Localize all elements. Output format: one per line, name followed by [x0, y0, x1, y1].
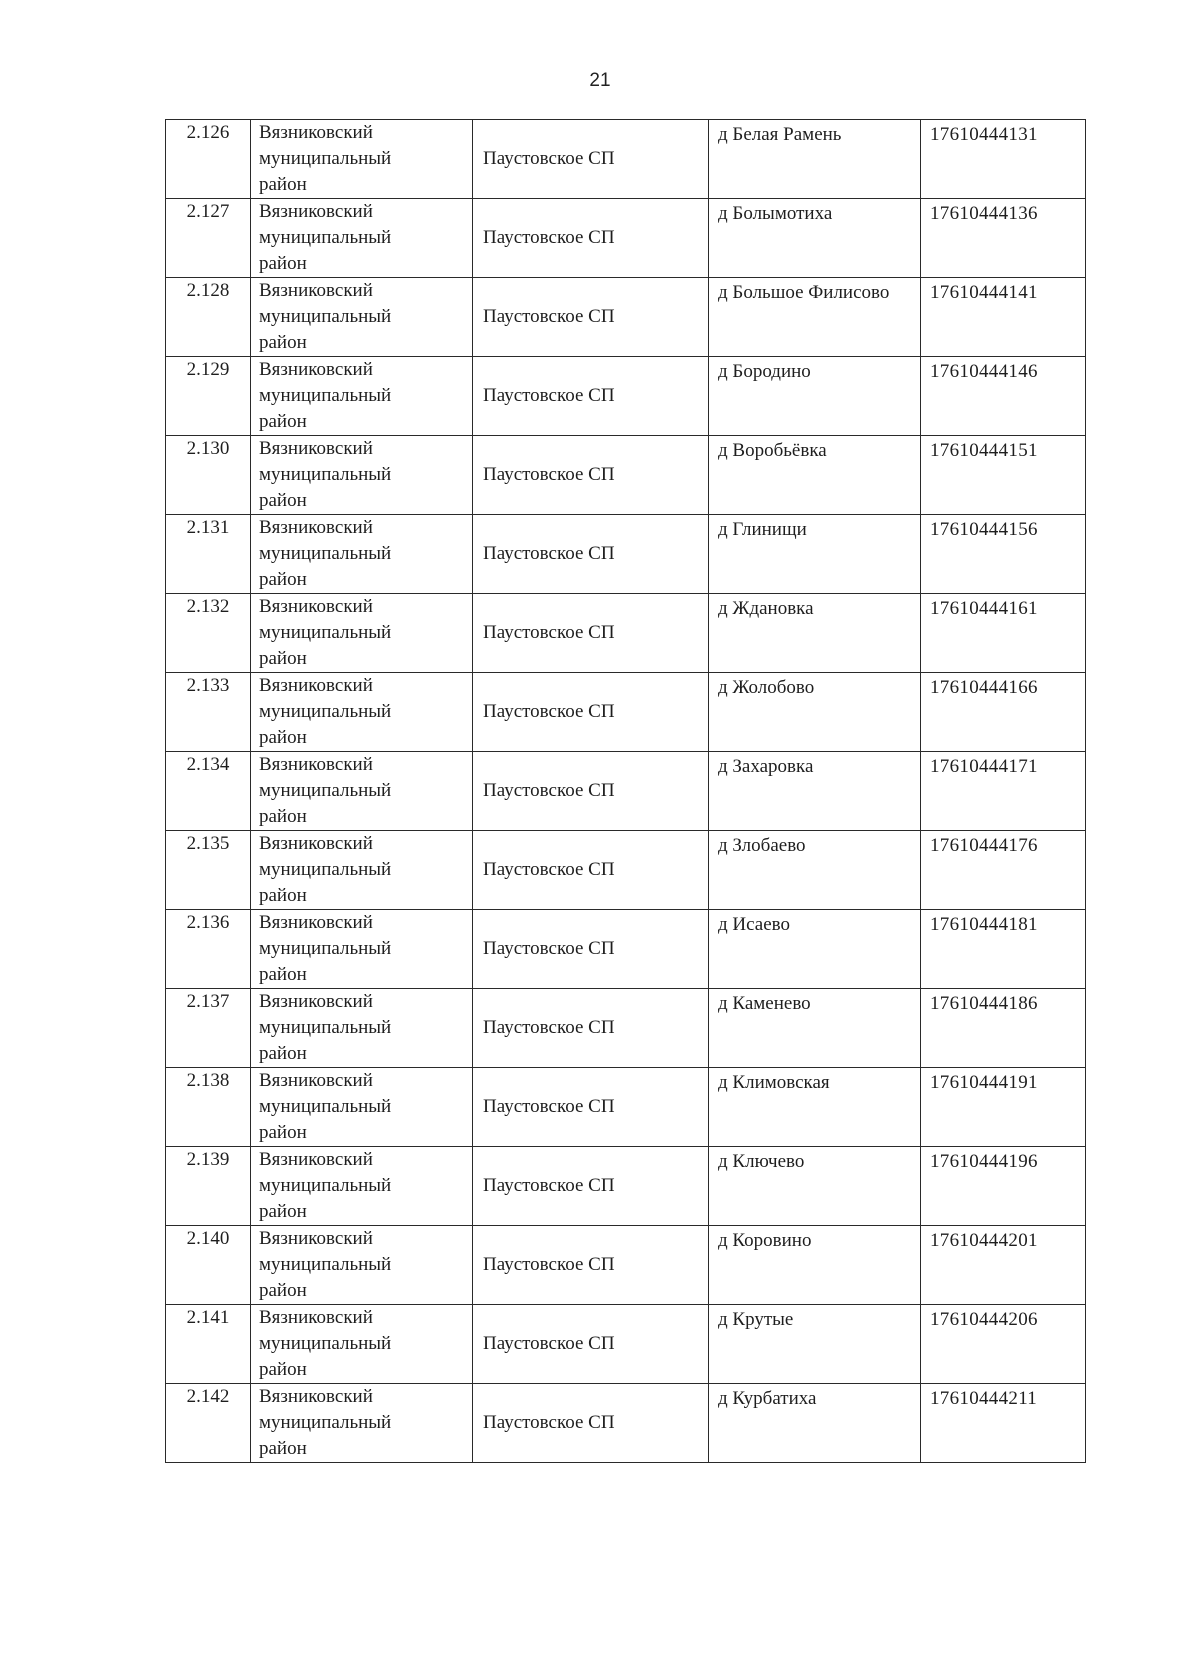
- district-cell: [251, 594, 473, 673]
- locality-cell: д Жолобово: [709, 673, 921, 752]
- settlement-cell: Паустовское СП: [473, 1384, 709, 1463]
- district-cell: [251, 673, 473, 752]
- oktmo-code-cell: 17610444191: [921, 1068, 1086, 1147]
- locality-cell: д Большое Филисово: [709, 278, 921, 357]
- settlement-cell: Паустовское СП: [473, 831, 709, 910]
- settlement-cell: Паустовское СП: [473, 1147, 709, 1226]
- district-cell: [251, 278, 473, 357]
- district-cell: [251, 515, 473, 594]
- district-cell: [251, 1305, 473, 1384]
- district-text: Вязниковский муниципальный район: [259, 438, 392, 511]
- table-row: [166, 436, 1086, 515]
- settlement-cell: Паустовское СП: [473, 357, 709, 436]
- district-cell: [251, 989, 473, 1068]
- table-row: [166, 1305, 1086, 1384]
- district-text: Вязниковский муниципальный район: [259, 754, 392, 827]
- settlement-cell: Паустовское СП: [473, 1305, 709, 1384]
- table-row: [166, 910, 1086, 989]
- district-text: Вязниковский муниципальный район: [259, 1149, 392, 1222]
- row-number-cell: 2.128: [166, 278, 251, 357]
- table-row: [166, 278, 1086, 357]
- locality-cell: д Крутые: [709, 1305, 921, 1384]
- settlement-cell: Паустовское СП: [473, 515, 709, 594]
- settlement-cell: Паустовское СП: [473, 989, 709, 1068]
- row-number-cell: 2.139: [166, 1147, 251, 1226]
- district-text: Вязниковский муниципальный район: [259, 122, 392, 195]
- locality-cell: д Глинищи: [709, 515, 921, 594]
- locality-cell: д Климовская: [709, 1068, 921, 1147]
- oktmo-code-cell: 17610444211: [921, 1384, 1086, 1463]
- oktmo-code-cell: 17610444206: [921, 1305, 1086, 1384]
- table-row: [166, 357, 1086, 436]
- table-row: [166, 120, 1086, 199]
- table-row: [166, 594, 1086, 673]
- district-text: Вязниковский муниципальный район: [259, 675, 392, 748]
- district-text: Вязниковский муниципальный район: [259, 280, 392, 353]
- locality-cell: д Исаево: [709, 910, 921, 989]
- oktmo-code-cell: 17610444196: [921, 1147, 1086, 1226]
- district-cell: [251, 436, 473, 515]
- locality-cell: д Каменево: [709, 989, 921, 1068]
- settlement-cell: Паустовское СП: [473, 594, 709, 673]
- locality-cell: д Ждановка: [709, 594, 921, 673]
- oktmo-code-cell: 17610444186: [921, 989, 1086, 1068]
- settlement-cell: Паустовское СП: [473, 673, 709, 752]
- settlement-cell: Паустовское СП: [473, 1226, 709, 1305]
- table-body: [166, 120, 1086, 1463]
- row-number-cell: 2.135: [166, 831, 251, 910]
- district-text: Вязниковский муниципальный район: [259, 596, 392, 669]
- oktmo-code-cell: 17610444156: [921, 515, 1086, 594]
- district-text: Вязниковский муниципальный район: [259, 1307, 392, 1380]
- district-cell: [251, 120, 473, 199]
- locality-cell: д Бородино: [709, 357, 921, 436]
- table-row: [166, 831, 1086, 910]
- settlement-cell: Паустовское СП: [473, 752, 709, 831]
- oktmo-code-cell: 17610444166: [921, 673, 1086, 752]
- row-number-cell: 2.136: [166, 910, 251, 989]
- oktmo-code-cell: 17610444151: [921, 436, 1086, 515]
- table-row: [166, 1226, 1086, 1305]
- settlement-cell: Паустовское СП: [473, 278, 709, 357]
- table-row: [166, 515, 1086, 594]
- locality-cell: д Ключево: [709, 1147, 921, 1226]
- settlement-cell: Паустовское СП: [473, 910, 709, 989]
- district-cell: [251, 357, 473, 436]
- district-cell: [251, 910, 473, 989]
- row-number-cell: 2.134: [166, 752, 251, 831]
- locality-cell: д Воробьёвка: [709, 436, 921, 515]
- table-row: [166, 752, 1086, 831]
- oktmo-code-cell: 17610444136: [921, 199, 1086, 278]
- row-number-cell: 2.141: [166, 1305, 251, 1384]
- oktmo-code-cell: 17610444181: [921, 910, 1086, 989]
- row-number-cell: 2.137: [166, 989, 251, 1068]
- oktmo-code-cell: 17610444146: [921, 357, 1086, 436]
- row-number-cell: 2.133: [166, 673, 251, 752]
- district-cell: [251, 199, 473, 278]
- oktmo-code-cell: 17610444171: [921, 752, 1086, 831]
- district-text: Вязниковский муниципальный район: [259, 912, 392, 985]
- district-text: Вязниковский муниципальный район: [259, 1228, 392, 1301]
- district-text: Вязниковский муниципальный район: [259, 201, 392, 274]
- district-cell: [251, 831, 473, 910]
- row-number-cell: 2.127: [166, 199, 251, 278]
- locality-cell: д Захаровка: [709, 752, 921, 831]
- row-number-cell: 2.140: [166, 1226, 251, 1305]
- row-number-cell: 2.126: [166, 120, 251, 199]
- settlement-cell: Паустовское СП: [473, 199, 709, 278]
- locality-cell: д Белая Рамень: [709, 120, 921, 199]
- table-row: [166, 989, 1086, 1068]
- district-text: Вязниковский муниципальный район: [259, 833, 392, 906]
- row-number-cell: 2.130: [166, 436, 251, 515]
- table-row: [166, 1384, 1086, 1463]
- settlement-cell: Паустовское СП: [473, 436, 709, 515]
- locality-cell: д Злобаево: [709, 831, 921, 910]
- district-cell: [251, 1147, 473, 1226]
- settlements-table: [165, 119, 1086, 1463]
- district-text: Вязниковский муниципальный район: [259, 359, 392, 432]
- table-row: [166, 199, 1086, 278]
- district-text: Вязниковский муниципальный район: [259, 1386, 392, 1459]
- table-row: [166, 673, 1086, 752]
- district-cell: [251, 1068, 473, 1147]
- locality-cell: д Коровино: [709, 1226, 921, 1305]
- page-number: 21: [589, 70, 611, 91]
- oktmo-code-cell: 17610444141: [921, 278, 1086, 357]
- district-cell: [251, 752, 473, 831]
- locality-cell: д Курбатиха: [709, 1384, 921, 1463]
- district-text: Вязниковский муниципальный район: [259, 991, 392, 1064]
- settlement-cell: Паустовское СП: [473, 1068, 709, 1147]
- district-text: Вязниковский муниципальный район: [259, 517, 392, 590]
- oktmo-code-cell: 17610444201: [921, 1226, 1086, 1305]
- oktmo-code-cell: 17610444176: [921, 831, 1086, 910]
- district-cell: [251, 1226, 473, 1305]
- table-row: [166, 1147, 1086, 1226]
- settlement-cell: Паустовское СП: [473, 120, 709, 199]
- locality-cell: д Болымотиха: [709, 199, 921, 278]
- district-text: Вязниковский муниципальный район: [259, 1070, 392, 1143]
- row-number-cell: 2.129: [166, 357, 251, 436]
- district-cell: [251, 1384, 473, 1463]
- row-number-cell: 2.131: [166, 515, 251, 594]
- row-number-cell: 2.138: [166, 1068, 251, 1147]
- row-number-cell: 2.142: [166, 1384, 251, 1463]
- row-number-cell: 2.132: [166, 594, 251, 673]
- oktmo-code-cell: 17610444161: [921, 594, 1086, 673]
- oktmo-code-cell: 17610444131: [921, 120, 1086, 199]
- table-row: [166, 1068, 1086, 1147]
